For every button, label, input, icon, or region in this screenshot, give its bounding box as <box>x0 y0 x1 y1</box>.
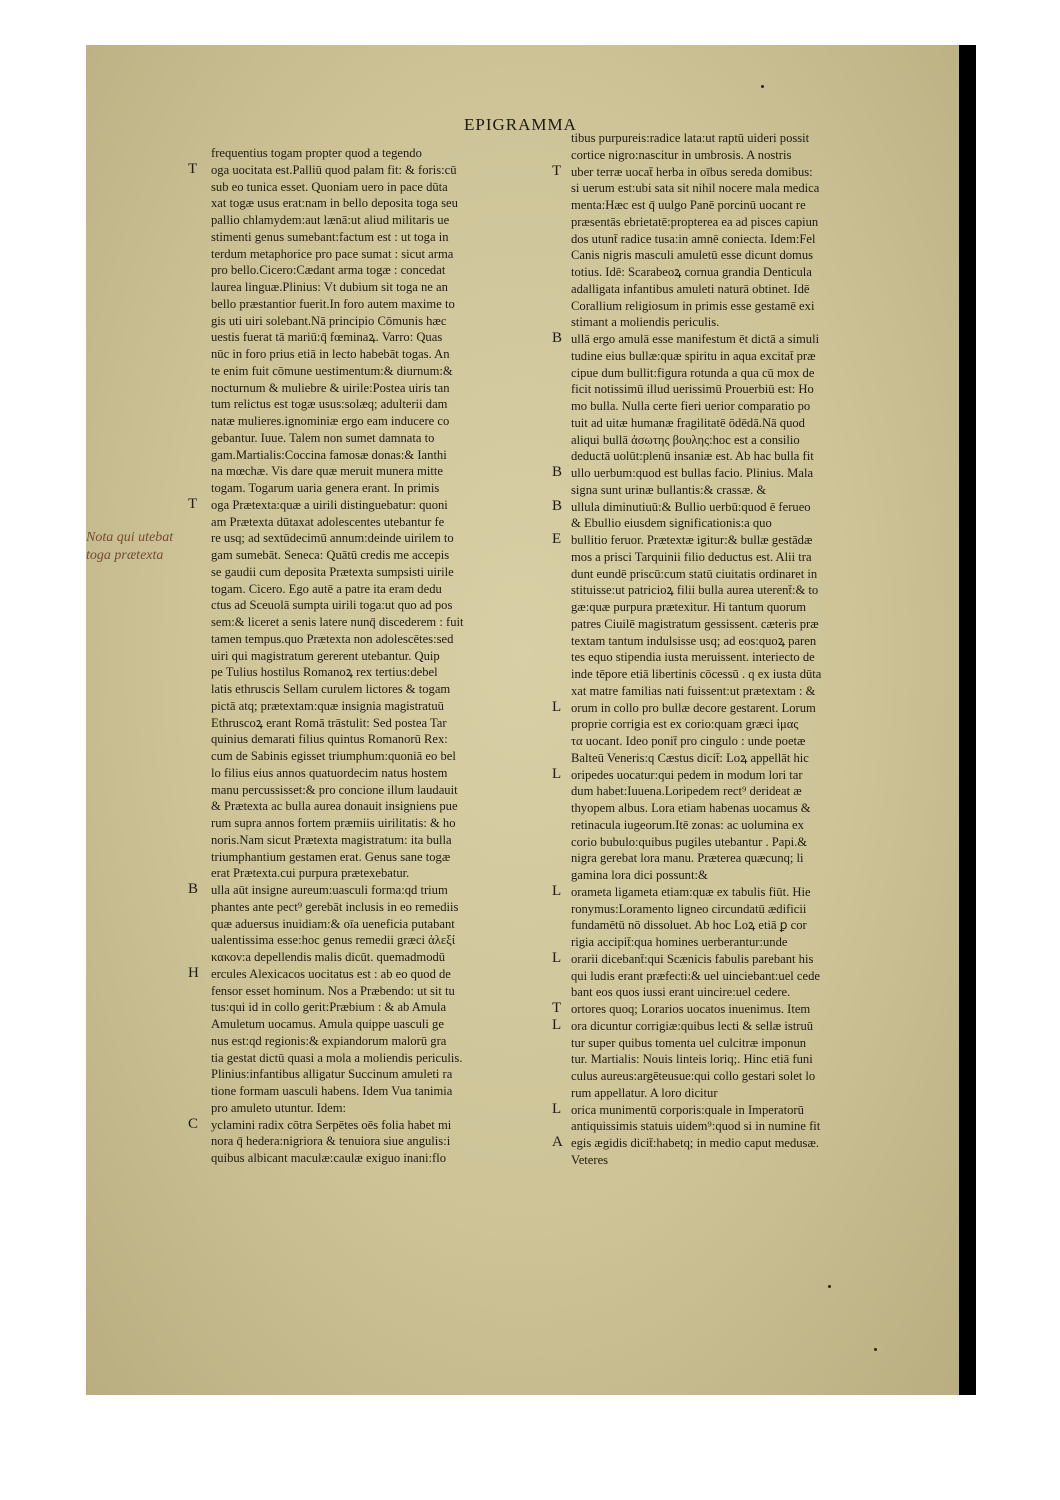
text-line: tione formam uasculi habens. Idem Vua tanimia <box>211 1084 453 1098</box>
text-line: pro bello.Cicero:Cædant arma togæ : concedat <box>211 263 446 278</box>
paper-speck <box>828 1285 831 1288</box>
left-text-column <box>211 145 541 1167</box>
text-line: te enim fuit cōmune uestimentum:& diurnum:& <box>211 363 453 378</box>
initial-letter: T <box>188 495 198 512</box>
text-line: erat Prætexta.cui purpura prætexebatur. <box>211 866 410 881</box>
text-line: ullo uerbum:quod est bullas facio. Plinius. Mala <box>571 466 814 480</box>
initial-letter: B <box>552 464 563 480</box>
initial-letter: L <box>552 765 562 782</box>
text-line: ulla aūt insigne aureum:uasculi forma:qd trium <box>211 883 448 897</box>
initial-letter: B <box>552 330 563 346</box>
text-line: tibus purpureis:radice lata:ut raptū uideri possit <box>571 131 810 145</box>
text-line: quæ aduersus inuidiam:& oīa ueneficia putabant <box>211 916 455 931</box>
text-line: tia gestat dictū quasi a mola a moliendis periculis. <box>211 1050 463 1065</box>
text-line: rigia accipit̄:qua homines uerberantur:unde <box>571 935 788 949</box>
text-line: yclamini radix cōtra Serpētes oēs folia habet mi <box>211 1117 452 1132</box>
text-line: proprie corrigia est ex corio:quam græci ἱμας <box>571 717 799 732</box>
text-line: orum in collo pro bullæ decore gestarent. Lorum <box>571 700 816 715</box>
text-line: oga uocitata est.Palliū quod palam fit: & foris:cū <box>211 162 457 177</box>
text-line: nigra gerebat lora manu. Præterea quæcunq; li <box>571 851 804 866</box>
text-line: fensor esset hominum. Nos a Præbendo: ut sit tu <box>211 983 455 998</box>
text-line: rum appellatur. A loro dicitur <box>571 1085 718 1100</box>
text-line: pallio chlamydem:aut lænā:ut aliud militaris ue <box>211 213 450 227</box>
text-line: tes equo stipendia iusta meruissent. interiecto de <box>571 650 815 665</box>
text-line: nus est:qd regionis:& expiandorum malorū gra <box>211 1033 447 1048</box>
text-line: uestis fuerat tā mariū:q̄ fœminaꝝ. Varro: Quas <box>211 330 443 345</box>
initial-letter: T <box>188 160 198 177</box>
text-line: cum de Sabinis egisset triumphum:quoniā eo bel <box>211 749 456 763</box>
text-line: latis ethruscis Sellam curulem lictores & togam <box>211 682 451 696</box>
text-line: gam.Martialis:Coccina famosæ donas:& Ianthi <box>211 447 447 462</box>
text-line: stimenti genus sumebant:factum est : ut toga in <box>211 229 449 244</box>
initial-letter: L <box>552 949 562 966</box>
initial-letter: H <box>188 964 199 981</box>
text-line: tamen tempus.quo Prætexta non adolescētes:sed <box>211 631 454 646</box>
text-line: & Ebullio eiusdem significationis:a quo <box>571 516 772 531</box>
text-line: dum habet:Iuuena.Loripedem rect⁹ derideat æ <box>571 784 802 799</box>
running-head: EPIGRAMMA <box>464 115 577 134</box>
text-line: egis ægidis dicit̄:habetq; in medio caput medusæ. <box>571 1136 819 1150</box>
text-line: bullitio feruor. Prætextæ igitur:& bullæ gestādæ <box>571 533 813 547</box>
text-line: retinacula iugeorum.Itē zonas: ac uolumina ex <box>571 817 804 832</box>
text-line: se gaudii cum deposita Prætexta sumpsisti uirile <box>211 564 454 579</box>
initial-letter: T <box>552 1000 562 1016</box>
text-line: oripedes uocatur:qui pedem in modum lori tar <box>571 767 803 782</box>
text-line: manu percussisset:& pro concione illum laudauit <box>211 782 458 797</box>
text-line: ercules Alexicacos uocitatus est : ab eo quod de <box>211 966 451 981</box>
text-line: ronymus:Loramento ligneo circundatū ædificii <box>571 901 807 916</box>
text-line: tus:qui id in collo gerit:Præbium : & ab Amula <box>211 1000 447 1015</box>
text-line: Plinius:infantibus alligatur Succinum amuleti ra <box>211 1067 453 1082</box>
book-page <box>86 45 959 1395</box>
text-line: deductā uolūt:plenū insaniæ est. Ab hac bulla fit <box>571 449 814 464</box>
text-line: κακον:a depellendis malis dicūt. quemadmodū <box>211 950 446 964</box>
text-line: τα uocant. Ideo ponit̄ pro cingulo : unde poetæ <box>571 734 806 748</box>
text-line: præsentās ebrietatē:propterea ea ad pisces capiun <box>571 214 819 229</box>
text-line: terdum metaphorice pro pace sumat : sicut arma <box>211 246 454 261</box>
text-line: orica munimentū corporis:quale in Imperatorū <box>571 1102 804 1117</box>
text-line: qui ludis erant præfecti:& uel uinciebant:uel cede <box>571 968 820 983</box>
text-line: si uerum est:ubi sata sit nihil nocere mala medica <box>571 181 820 196</box>
text-line: ullula diminutiuū:& Bullio uerbū:quod ē ferueo <box>571 499 811 514</box>
text-line: xat matre familias nati fuissent:ut prætextam : & <box>571 683 816 698</box>
text-line: cortice nigro:nascitur in umbrosis. A nostris <box>571 147 792 162</box>
text-line: ullā ergo amulā esse manifestum ēt dictā a simuli <box>571 332 820 346</box>
text-line: sub eo tunica esset. Quoniam uero in pace dūta <box>211 179 448 194</box>
text-line: fundamētū nō dissoluet. Ab hoc Loꝝ etiā ꝑ cor <box>571 918 807 933</box>
initial-letter: L <box>552 1016 562 1033</box>
text-line: mos a prisci Tarquinii filio deductus est. Alii tra <box>571 549 812 564</box>
text-line: thyopem albus. Lora etiam habenas uocamus & <box>571 801 811 815</box>
text-line: nocturnum & muliebre & uirile:Postea uiris tan <box>211 380 450 395</box>
text-line: stituisse:ut patricioꝝ filii bulla aurea uterent̄:& to <box>571 583 819 598</box>
text-line: Corallium religiosum in primis esse gestamē exi <box>571 298 815 313</box>
margin-note-line: Nota qui utebat <box>86 530 174 545</box>
text-line: pictā atq; prætextam:quæ insignia magistratuū <box>211 698 444 713</box>
text-line: uber terræ uocat̄ herba in oībus sereda domibus: <box>571 164 813 179</box>
text-line: Canis nigris masculi amuletū esse dicunt domus <box>571 248 814 263</box>
text-line: am Prætexta dūtaxat adolescentes utebantur fe <box>211 514 445 529</box>
text-line: togam. Togarum uaria genera erant. In primis <box>211 481 440 495</box>
text-line: quinius demarati filius quintus Romanorū Rex: <box>211 732 448 747</box>
text-line: dos utunt̄ radice tusa:in amnē coniecta. Idem:Fel <box>571 231 816 246</box>
text-line: frequentius togam propter quod a tegendo <box>211 146 422 160</box>
text-line: natæ mulieres.ignominiæ ergo eam inducere co <box>211 414 450 428</box>
text-line: textam tantum indulsisse usq; ad eos:quoꝝ paren <box>571 633 817 648</box>
text-line: inde tēpore etiā libertinis cōcessū . q ex iusta dūta <box>571 667 822 681</box>
paper-speck <box>874 1348 877 1351</box>
initial-letter: B <box>188 881 199 897</box>
text-line: corio bubulo:quibus pugiles utebantur . Papi.& <box>571 834 808 849</box>
text-line: laurea linguæ.Plinius: Vt dubium sit toga ne an <box>211 280 448 294</box>
text-line: nūc in foro prius etiā in lecto habebāt togas. An <box>211 347 450 361</box>
text-line: menta:Hæc est q̄ uulgo Panē porcinū uocant re <box>571 198 806 212</box>
text-line: uiri qui magistratum gererent utebantur. Quip <box>211 648 440 663</box>
text-line: patres Ciuilē magistratum gessissent. cæteris præ <box>571 616 819 631</box>
margin-note-line: toga prætexta <box>86 548 164 563</box>
text-line: tuit ad uitæ humanæ fragilitatē ōdēdā.Nā quod <box>571 415 805 430</box>
text-line: tudine eius bullæ:quæ spiritu in aqua excitat̄ præ <box>571 348 816 363</box>
text-line: oga Prætexta:quæ a uirili distinguebatur: quoni <box>211 497 448 512</box>
text-line: antiquissimis statuis uidem⁹:quod si in numine fit <box>571 1119 821 1134</box>
right-text-column <box>571 130 931 1169</box>
text-line: adalligata infantibus amuleti naturā obtinet. Idē <box>571 281 810 296</box>
handwritten-margin-note <box>86 529 173 565</box>
text-line: lo filius eius annos quatuordecim natus hostem <box>211 765 448 780</box>
text-line: ortores quoq; Lorarios uocatos inuenimus. Item <box>571 1002 811 1016</box>
text-line: xat togæ usus erat:nam in bello deposita toga seu <box>211 196 458 211</box>
text-line: rum supra annos fortem præmiis uirilitatis: & ho <box>211 816 456 830</box>
text-line: ctus ad Sceuolā sumpta uirili toga:ut quo ad pos <box>211 598 453 613</box>
text-line: gæ:quæ purpura prætexitur. Hi tantum quorum <box>571 600 807 614</box>
text-line: ficit notissimū illud uerissimū Prouerbiū est: Ho <box>571 382 814 397</box>
text-line: orarii dicebant̄:qui Scænicis fabulis parebant his <box>571 951 814 966</box>
initial-letter: A <box>552 1134 563 1150</box>
text-line: tur. Martialis: Nouis linteis loriq;. Hinc etiā funi <box>571 1052 813 1067</box>
text-line: pe Tulius hostilus Romanoꝝ rex tertius:debel <box>211 665 438 680</box>
initial-letter: B <box>552 497 563 514</box>
text-line: Amuletum uocamus. Amula quippe uasculi ge <box>211 1017 444 1031</box>
text-line: ora dicuntur corrigiæ:quibus lecti & sellæ istruū <box>571 1018 814 1033</box>
text-line: bello præstantior fuerit.In foro autem maxime to <box>211 296 455 311</box>
text-line: tur super quibus tomenta uel culcitræ imponun <box>571 1035 807 1050</box>
text-line: noris.Nam sicut Prætexta magistratum: ita bulla <box>211 832 452 847</box>
text-line: stimant a moliendis periculis. <box>571 315 720 330</box>
initial-letter: L <box>552 882 562 899</box>
text-line: totius. Idē: Scarabeoꝝ cornua grandia Denticula <box>571 265 812 279</box>
text-line: nora q̄ hedera:nigriora & tenuiora siue angulis:i <box>211 1134 451 1149</box>
text-line: Veteres <box>571 1152 609 1167</box>
text-line: gis uti uiri solebant.Nā principio Cōmunis hæc <box>211 313 447 328</box>
text-line: aliqui bullā ἀσωτης βουλης:hoc est a consilio <box>571 432 800 447</box>
text-line: dunt eundē priscū:cum statū ciuitatis ordinaret in <box>571 566 818 581</box>
paper-speck <box>761 85 764 88</box>
text-line: phantes ante pect⁹ gerebāt inclusis in eo remediis <box>211 899 459 914</box>
text-line: culus aureus:argēteusue:qui collo gestari solet lo <box>571 1069 816 1083</box>
text-line: ualentissima esse:hoc genus remedii græci ἀλεξί <box>211 933 456 948</box>
initial-letter: L <box>552 1100 562 1117</box>
text-line: gebantur. Iuue. Talem non sumet damnata to <box>211 430 435 445</box>
initial-letter: E <box>552 531 562 547</box>
text-line: quibus albicant maculæ:caulæ exiguo inani:flo <box>211 1151 447 1165</box>
text-line: tum relictus est togæ usus:solæq; adulterii dam <box>211 397 448 412</box>
text-line: Ethruscoꝝ erant Romā trāstulit: Sed postea Tar <box>211 715 447 730</box>
initial-letter: L <box>552 698 562 715</box>
text-line: bant eos quos iussi erant uincire:uel cedere. <box>571 985 791 1000</box>
scanned-page-frame <box>86 45 976 1395</box>
text-line: signa sunt urinæ bullantis:& crassæ. & <box>571 482 767 497</box>
text-line: togam. Cicero. Ego autē a patre ita eram dedu <box>211 581 442 596</box>
text-line: gam sumebāt. Seneca: Quātū credis me accepis <box>211 548 450 562</box>
text-line: mo bulla. Nulla certe fieri uerior comparatio po <box>571 399 811 413</box>
text-line: gamina lora dici possunt:& <box>571 868 708 882</box>
text-line: Balteū Veneris:q Cæstus dicit̄: Loꝝ appellāt hic <box>571 750 809 765</box>
text-line: & Prætexta ac bulla aurea donauit insigniens pue <box>211 799 458 814</box>
text-line: re usq; ad sextūdecimū annum:deinde uirilem to <box>211 531 454 546</box>
text-line: sem:& liceret a senis latere nunq̄ discederem : fuit <box>211 615 464 629</box>
initial-letter: T <box>552 162 562 179</box>
text-line: orameta ligameta etiam:quæ ex tabulis fiūt. Hie <box>571 884 811 899</box>
text-line: pro amuleto utuntur. Idem: <box>211 1100 347 1115</box>
text-line: cipue dum bullit:figura rotunda a qua cū mox de <box>571 365 815 380</box>
initial-letter: C <box>188 1115 199 1132</box>
text-line: triumphantium gestamen erat. Genus sane togæ <box>211 849 451 864</box>
text-line: na mœchæ. Vis dare quæ meruit munera mitte <box>211 464 443 479</box>
